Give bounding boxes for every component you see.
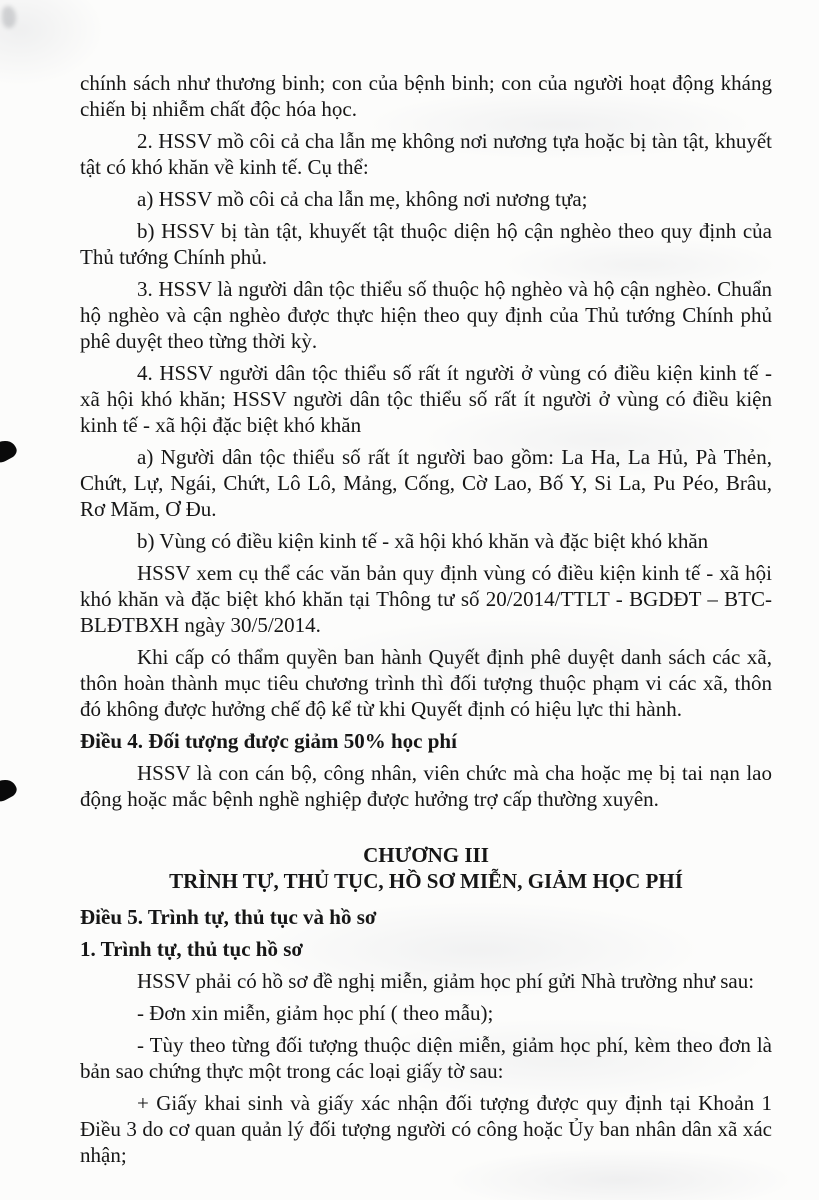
chapter-title: CHƯƠNG III bbox=[363, 843, 489, 867]
paragraph: HSSV xem cụ thể các văn bản quy định vùng có điều kiện kinh tế - xã hội khó khăn và đặc biệt khó khăn tại Thông tư số 20/2014/TTLT - BGDĐT – BTC-BLĐTBXH ngày 30/5/2014. bbox=[80, 561, 772, 637]
paragraph: b) Vùng có điều kiện kinh tế - xã hội khó khăn và đặc biệt khó khăn bbox=[137, 529, 709, 553]
paragraph-continuation: chính sách như thương binh; con của bệnh binh; con của người hoạt động kháng chiến bị nhiễm chất độc hóa học. bbox=[80, 71, 772, 121]
paragraph: Khi cấp có thẩm quyền ban hành Quyết định phê duyệt danh sách các xã, thôn hoàn thành mục tiêu chương trình thì đối tượng thuộc phạm vi các xã, thôn đó không được hưởng chế độ kể từ khi Quyết định có hiệu lực thi hành. bbox=[80, 645, 772, 721]
paragraph: b) HSSV bị tàn tật, khuyết tật thuộc diện hộ cận nghèo theo quy định của Thủ tướng Chính phủ. bbox=[80, 219, 772, 269]
scan-smudge-top-left bbox=[2, 6, 16, 28]
scan-artifact-left-top bbox=[0, 436, 19, 466]
document-text-block bbox=[80, 70, 772, 1174]
paragraph: 4. HSSV người dân tộc thiểu số rất ít người ở vùng có điều kiện kinh tế - xã hội khó khăn; HSSV người dân tộc thiểu số rất ít người ở vùng có điều kiện kinh tế - xã hội đặc biệt khó khăn bbox=[80, 361, 772, 437]
paragraph: a) HSSV mồ côi cả cha lẫn mẹ, không nơi nương tựa; bbox=[137, 187, 588, 211]
paragraph: - Tùy theo từng đối tượng thuộc diện miễn, giảm học phí, kèm theo đơn là bản sao chứng thực một trong các loại giấy tờ sau: bbox=[80, 1033, 772, 1083]
paragraph: - Đơn xin miễn, giảm học phí ( theo mẫu); bbox=[137, 1001, 494, 1025]
scan-artifact-left-bottom bbox=[0, 775, 19, 805]
paragraph: HSSV là con cán bộ, công nhân, viên chức mà cha hoặc mẹ bị tai nạn lao động hoặc mắc bệnh nghề nghiệp được hưởng trợ cấp thường xuyên. bbox=[80, 761, 772, 811]
paragraph: HSSV phải có hồ sơ đề nghị miễn, giảm học phí gửi Nhà trường như sau: bbox=[137, 969, 755, 993]
paragraph: 2. HSSV mồ côi cả cha lẫn mẹ không nơi nương tựa hoặc bị tàn tật, khuyết tật có khó khăn về kinh tế. Cụ thể: bbox=[80, 129, 772, 179]
paragraph: 3. HSSV là người dân tộc thiểu số thuộc hộ nghèo và hộ cận nghèo. Chuẩn hộ nghèo và cận nghèo được thực hiện theo quy định của Thủ tướng Chính phủ phê duyệt theo từng thời kỳ. bbox=[80, 277, 772, 353]
article-heading: Điều 5. Trình tự, thủ tục và hồ sơ bbox=[80, 905, 377, 929]
paragraph: + Giấy khai sinh và giấy xác nhận đối tượng được quy định tại Khoản 1 Điều 3 do cơ quan quản lý đối tượng người có công hoặc Ủy ban nhân dân xã xác nhận; bbox=[80, 1091, 772, 1167]
chapter-subtitle: TRÌNH TỰ, THỦ TỤC, HỒ SƠ MIỄN, GIẢM HỌC PHÍ bbox=[169, 869, 683, 893]
paragraph: a) Người dân tộc thiểu số rất ít người bao gồm: La Ha, La Hủ, Pà Thẻn, Chứt, Lự, Ngái, Chứt, Lô Lô, Mảng, Cống, Cờ Lao, Bố Y, Si La, Pu Péo, Brâu, Rơ Măm, Ơ Đu. bbox=[80, 445, 772, 521]
article-heading: 1. Trình tự, thủ tục hồ sơ bbox=[80, 937, 304, 961]
article-heading: Điều 4. Đối tượng được giảm 50% học phí bbox=[80, 729, 457, 753]
